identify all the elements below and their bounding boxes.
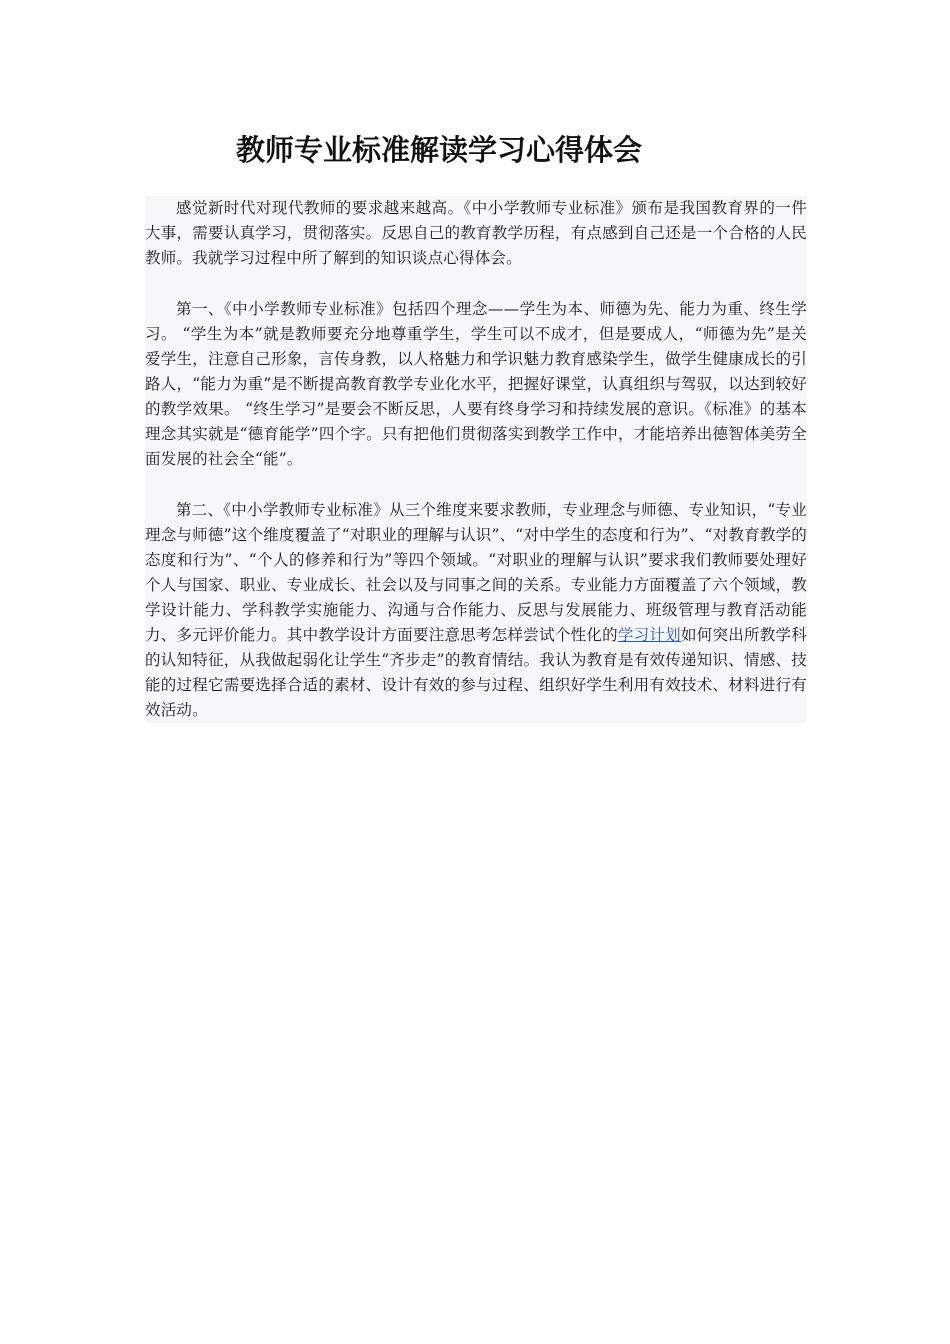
paragraph-second-point — [145, 498, 807, 723]
document-title: 教师专业标准解读学习心得体会 — [235, 133, 642, 167]
paragraph-intro: 感觉新时代对现代教师的要求越来越高。《中小学教师专业标准》颁布是我国教育界的一件大事，需要认真学习，贯彻落实。反思自己的教育教学历程，有点感到自己还是一个合格的人民教师。我就学习过程中所了解到的知识谈点心得体会。 — [145, 199, 807, 267]
document-body — [145, 196, 807, 723]
paragraph-second-point-text-a: 第二、《中小学教师专业标准》从三个维度来要求教师，专业理念与师德、专业知识，“专业理念与师德”这个维度覆盖了“对职业的理解与认识”、“对中学生的态度和行为”、“对教育教学的态度和行为”、“个人的修养和行为”等四个领域。“对职业的理解与认识”要求我们教师要处理好个人与国家、职业、专业成长、社会以及与同事之间的关系。专业能力方面覆盖了六个领域，教学设计能力、学科教学实施能力、沟通与合作能力、反思与发展能力、班级管理与教育活动能力、多元评价能力。其中教学设计方面要注意思考怎样尝试个性化的 — [145, 501, 807, 644]
paragraph-gap — [145, 271, 807, 297]
paragraph-first-point: 第一、《中小学教师专业标准》包括四个理念——学生为本、师德为先、能力为重、终生学习。 “学生为本”就是教师要充分地尊重学生，学生可以不成才，但是要成人，“师德为先”是关爱学生，注意自己形象，言传身教，以人格魅力和学识魅力教育感染学生，做学生健康成长的引路人，“能力为重”是不断提高教育教学专业化水平，把握好课堂，认真组织与驾驭，以达到较好的教学效果。 “终生学习”是要会不断反思，人要有终身学习和持续发展的意识。《标准》的基本理念其实就是“德育能学”四个字。只有把他们贯彻落实到教学工作中，才能培养出德智体美劳全面发展的社会全“能”。 — [145, 300, 807, 468]
paragraph-second-point-text-b: 如何突出所教学科的认知特征，从我做起弱化让学生“齐步走”的教育情结。我认为教育是有效传递知识、情感、技能的过程它需要选择合适的素材、设计有效的参与过程、组织好学生利用有效技术、材料进行有效活动。 — [145, 626, 807, 719]
paragraph-gap — [145, 472, 807, 498]
study-plan-link[interactable]: 学习计划 — [617, 626, 681, 644]
